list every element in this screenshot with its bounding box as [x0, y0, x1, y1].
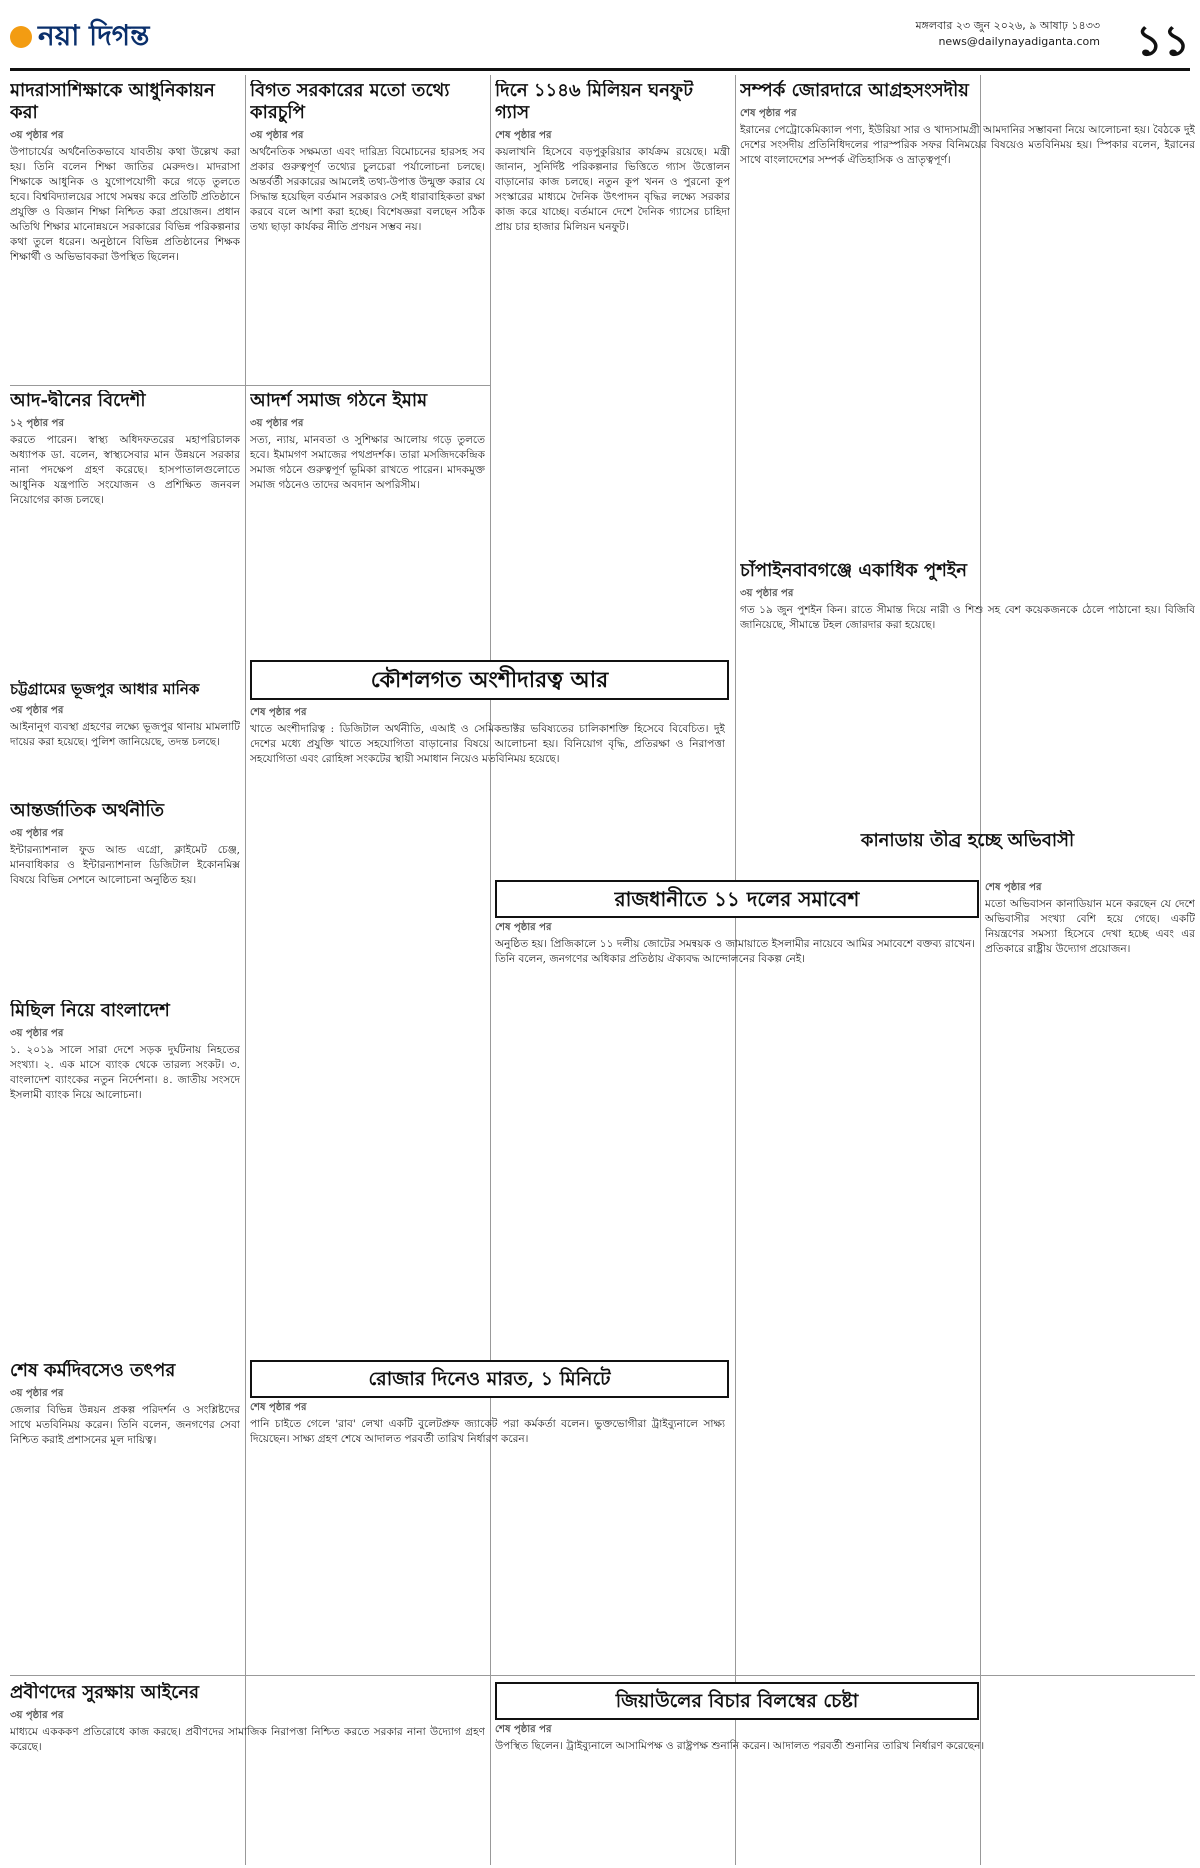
article-madrasa[interactable] [10, 80, 240, 380]
continuation-note: শেষ পৃষ্ঠার পর [495, 922, 552, 933]
article-ad-din[interactable] [10, 390, 240, 670]
section-divider [10, 385, 490, 386]
article-dhaka-rally[interactable] [495, 920, 975, 1320]
article-body: গত ১৯ জুন পুশইন কিন। রাতে সীমান্ত দিয়ে নারী ও শিশু সহ বেশ কয়েকজনকে ঠেলে পাঠানো হয়। বিজিবি জানিয়েছে, সীমান্তে টহল জোরদার করা হয়েছে। [740, 604, 1195, 631]
article-last-workday[interactable] [10, 1360, 240, 1660]
ziaul-headline-banner[interactable]: জিয়াউলের বিচার বিলম্বের চেষ্টা [495, 1682, 979, 1720]
article-pushin[interactable] [740, 560, 1195, 820]
article-chattogram[interactable] [10, 680, 240, 780]
article-body: মাধ্যমে একককণ প্রতিরোধে কাজ করছে। প্রবীণদের সামাজিক নিরাপত্তা নিশ্চিত করতে সরকার নানা উদ্যোগ গ্রহণ করেছে। [10, 1726, 485, 1753]
fasting-headline-banner[interactable]: রোজার দিনেও মারত, ১ মিনিটে [250, 1360, 729, 1398]
article-body: আইনানুগ ব্যবস্থা গ্রহণের লক্ষ্যে ভূজপুর থানায় মামলাটি দায়ের করা হয়েছে। পুলিশ জানিয়েছে, তদন্ত চলছে। [10, 721, 240, 748]
rally-headline-banner[interactable]: রাজধানীতে ১১ দলের সমাবেশ [495, 880, 979, 918]
article-body: করতে পারেন। স্বাস্থ্য অধিদফতরের মহাপরিচালক অধ্যাপক ডা. বলেন, স্বাস্থ্যসেবার মান উন্নয়নে সরকার নানা পদক্ষেপ গ্রহণ করেছে। হাসপাতালগুলোতে আধুনিক যন্ত্রপাতি সংযোজন ও প্রশিক্ষিত জনবল নিয়োগের কাজ চলছে। [10, 434, 240, 506]
article-body: পানি চাইতে গেলে 'রাব' লেখা একটি বুলেটপ্রুফ জ্যাকেট পরা কর্মকর্তা বলেন। ভুক্তভোগীরা ট্রাইব্যুনালে সাক্ষ্য দিয়েছেন। সাক্ষ্য গ্রহণ শেষে আদালত পরবর্তী তারিখ নির্ধারণ করেন। [250, 1418, 725, 1445]
column-divider [245, 75, 246, 1865]
article-body: অনুষ্ঠিত হয়। প্রিজিকালে ১১ দলীয় জোটের সমন্বয়ক ও জামায়াতে ইসলামীর নায়েবে আমির সমাবেশে বক্তব্য রাখেন। তিনি বলেন, জনগণের অধিকার প্রতিষ্ঠায় ঐক্যবদ্ধ আন্দোলনের বিকল্প নেই। [495, 938, 975, 965]
headline: প্রবীণদের সুরক্ষায় আইনের [10, 1682, 200, 1703]
continuation-note: শেষ পৃষ্ঠার পর [495, 130, 552, 141]
contact-url[interactable]: news@dailynayadiganta.com [938, 35, 1100, 48]
article-body: কয়লাখনি হিসেবে বড়পুকুরিয়ার কার্যক্রম রয়েছে। মন্ত্রী জানান, সুনির্দিষ্ট পরিকল্পনার ভিত্তিতে গ্যাস উত্তোলন বাড়ানোর কাজ চলছে। নতুন কূপ খনন ও পুরনো কূপ সংস্কারের মাধ্যমে দৈনিক উৎপাদন বৃদ্ধির লক্ষ্যে সরকার কাজ করে যাচ্ছে। বর্তমানে দেশে দৈনিক গ্যাসের চাহিদা প্রায় চার হাজার মিলিয়ন ঘনফুট। [495, 146, 730, 233]
article-fasting[interactable] [250, 1400, 725, 1670]
continuation-note: শেষ পৃষ্ঠার পর [250, 707, 307, 718]
headline: মাদরাসাশিক্ষাকে আধুনিকায়ন করা [10, 80, 215, 123]
article-gas[interactable] [495, 80, 730, 580]
continuation-note: শেষ পৃষ্ঠার পর [985, 882, 1042, 893]
strategic-headline-banner[interactable]: কৌশলগত অংশীদারত্ব আর [250, 660, 729, 700]
headline: শেষ কর্মদিবসেও তৎপর [10, 1360, 176, 1381]
headline: সম্পর্ক জোরদারে আগ্রহসংসদীয় [740, 80, 969, 101]
continuation-note: ৩য় পৃষ্ঠার পর [250, 130, 304, 141]
article-imam[interactable] [250, 390, 485, 650]
headline: চট্টগ্রামের ভূজপুর আধার মানিক [10, 680, 200, 698]
continuation-note: ১২ পৃষ্ঠার পর [10, 418, 64, 429]
continuation-note: শেষ পৃষ্ঠার পর [250, 1402, 307, 1413]
article-body: ১. ২০১৯ সালে সারা দেশে সড়ক দুর্ঘটনায় নিহতের সংখ্যা। ২. এক মাসে ব্যাংক থেকে তারল্য সংকট। ৩. বাংলাদেশ ব্যাংকের নতুন নির্দেশনা। ৪. জাতীয় সংসদে ইসলামী ব্যাংক নিয়ে আলোচনা। [10, 1044, 240, 1101]
continuation-note: ৩য় পৃষ্ঠার পর [10, 1028, 64, 1039]
sun-icon [10, 26, 32, 48]
continuation-note: ৩য় পৃষ্ঠার পর [10, 130, 64, 141]
article-relations[interactable] [740, 80, 1195, 540]
article-body: ইন্টারন্যাশনাল ফুড আন্ড এগ্রো, ক্লাইমেট চেঞ্জ, মানবাধিকার ও ইন্টারন্যাশনাল ডিজিটাল ইকোনমিক্স বিষয়ে বিভিন্ন সেশনে আলোচনা অনুষ্ঠিত হয়। [10, 844, 240, 886]
article-intl-economy[interactable] [10, 800, 240, 980]
continuation-note: শেষ পৃষ্ঠার পর [495, 1724, 552, 1735]
article-data-manipulation[interactable] [250, 80, 485, 380]
headline: আন্তর্জাতিক অর্থনীতি [10, 800, 165, 821]
continuation-note: ৩য় পৃষ্ঠার পর [10, 1388, 64, 1399]
article-body: উপাচার্যের অর্থনৈতিকভাবে যাবতীয় কথা উল্লেখ করা হয়। তিনি বলেন শিক্ষা জাতির মেরুদণ্ড। মাদরাসা শিক্ষাকে আধুনিক ও যুগোপযোগী করে গড়ে তুলতে হবে। বিশ্ববিদ্যালয়ের সাথে সমন্বয় করে প্রতিটি প্রতিষ্ঠানে প্রযুক্তি ও বিজ্ঞান শিক্ষা নিশ্চিত করা প্রয়োজন। প্রধান অতিথি শিক্ষার মানোন্নয়নে সরকারের বিভিন্ন পরিকল্পনার কথা তুলে ধরেন। অনুষ্ঠানে বিভিন্ন প্রতিষ্ঠানের শিক্ষক শিক্ষার্থী ও অভিভাবকরা উপস্থিত ছিলেন। [10, 146, 240, 263]
article-body: মতো অভিবাসন কানাডিয়ান মনে করছেন যে দেশে অভিবাসীর সংখ্যা বেশি হয়ে গেছে। একটি নিয়ন্ত্রণের সমস্যা হিসেবে দেখা হচ্ছে এবং এর প্রতিকারে রাষ্ট্রীয় উদ্যোগ প্রয়োজন। [985, 898, 1195, 955]
article-body: উপস্থিত ছিলেন। ট্রাইব্যুনালে আসামিপক্ষ ও রাষ্ট্রপক্ষ শুনানি করেন। আদালত পরবর্তী শুনানির তারিখ নির্ধারণ করেছেন। [495, 1740, 985, 1752]
newspaper-logo[interactable]: নয়া দিগন্ত [10, 14, 149, 61]
article-canada[interactable] [985, 880, 1195, 1640]
headline: কানাডায় তীব্র হচ্ছে অভিবাসী [860, 830, 1075, 851]
continuation-note: ৩য় পৃষ্ঠার পর [10, 705, 64, 716]
continuation-note: ৩য় পৃষ্ঠার পর [740, 588, 794, 599]
article-body: অর্থনৈতিক সক্ষমতা এবং দারিদ্র্য বিমোচনের হারসহ সব প্রকার গুরুত্বপূর্ণ তথ্যের চুলচেরা পর্যালোচনা চলছে। অন্তর্বর্তী সরকারের আমলেই তথ্য-উপাত্ত উন্মুক্ত করার যে সিদ্ধান্ত হয়েছিল বর্তমান সরকারও সেই ধারাবাহিকতা রক্ষা করবে বলে আশা করা হচ্ছে। বিশেষজ্ঞরা বলছেন সঠিক তথ্য ছাড়া কার্যকর নীতি প্রণয়ন সম্ভব নয়। [250, 146, 485, 233]
headline: আদর্শ সমাজ গঠনে ইমাম [250, 390, 428, 411]
article-body: ইরানের পেট্রোকেমিক্যাল পণ্য, ইউরিয়া সার ও খাদ্যসামগ্রী আমদানির সম্ভাবনা নিয়ে আলোচনা হয়। বৈঠকে দুই দেশের সংসদীয় প্রতিনিধিদলের পারস্পরিক সফর বিনিময়ের বিষয়েও মতবিনিময় হয়। স্পিকার বলেন, ইরানের সাথে বাংলাদেশের সম্পর্ক ঐতিহাসিক ও ভ্রাতৃত্বপূর্ণ। [740, 124, 1195, 166]
article-body: সত্য, ন্যায়, মানবতা ও সুশিক্ষার আলোয় গড়ে তুলতে হবে। ইমামগণ সমাজের পথপ্রদর্শক। তারা মসজিদকেন্দ্রিক সমাজ গঠনে গুরুত্বপূর্ণ ভূমিকা রাখতে পারেন। মাদকমুক্ত সমাজ গঠনেও তাদের অবদান অপরিসীম। [250, 434, 485, 491]
continuation-note: ৩য় পৃষ্ঠার পর [10, 1710, 64, 1721]
headline: মিছিল নিয়ে বাংলাদেশ [10, 1000, 170, 1021]
article-rally[interactable] [10, 1000, 240, 1340]
headline: আদ-দ্বীনের বিদেশী [10, 390, 146, 411]
article-ziaul[interactable] [495, 1722, 1195, 1862]
headline: বিগত সরকারের মতো তথ্যে কারচুপি [250, 80, 450, 123]
continuation-note: ৩য় পৃষ্ঠার পর [250, 418, 304, 429]
continuation-note: ৩য় পৃষ্ঠার পর [10, 828, 64, 839]
article-body: জেলার বিভিন্ন উন্নয়ন প্রকল্প পরিদর্শন ও সংশ্লিষ্টদের সাথে মতবিনিময় করেন। তিনি বলেন, জনগণের সেবা নিশ্চিত করাই প্রশাসনের মূল দায়িত্ব। [10, 1404, 240, 1446]
continuation-note: শেষ পৃষ্ঠার পর [740, 108, 797, 119]
page-number: ১১ [1135, 16, 1190, 65]
section-divider [10, 1675, 1195, 1676]
masthead [10, 8, 1190, 71]
date-line: মঙ্গলবার ২৩ জুন ২০২৬, ৯ আষাঢ় ১৪৩৩ [915, 19, 1100, 32]
article-body: খাতে অংশীদারিত্ব : ডিজিটাল অর্থনীতি, এআই ও সেমিকন্ডাক্টর ভবিষ্যতের চালিকাশক্তি হিসেবে বিবেচিত। দুই দেশের মধ্যে প্রযুক্তি খাতে সহযোগিতা বাড়ানোর বিষয়ে আলোচনা হয়। বিনিয়োগ বৃদ্ধি, প্রতিরক্ষা ও নিরাপত্তা সহযোগিতা এবং রোহিঙ্গা সংকটের স্থায়ী সমাধান নিয়েও মতবিনিময় হয়েছে। [250, 723, 725, 765]
headline: চাঁপাইনবাবগঞ্জে একাধিক পুশইন [740, 560, 967, 581]
date-meta [915, 18, 1100, 50]
article-canada-headline-box[interactable] [740, 830, 1195, 870]
article-elderly[interactable] [10, 1682, 485, 1862]
headline: দিনে ১১৪৬ মিলিয়ন ঘনফুট গ্যাস [495, 80, 694, 123]
